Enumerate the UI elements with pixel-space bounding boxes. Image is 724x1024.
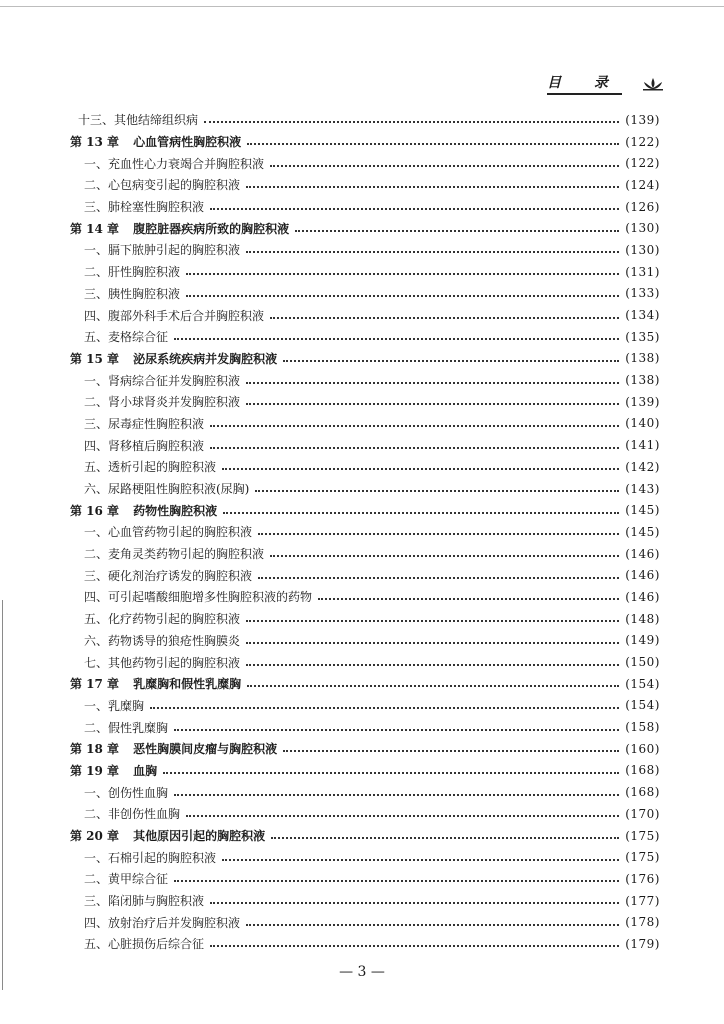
toc-chapter-entry[interactable]: [70, 825, 660, 847]
toc-page-number: (154): [625, 676, 660, 691]
toc-entry-title: 三、胰性胸腔积液: [84, 286, 181, 301]
toc-section-entry[interactable]: [70, 304, 660, 326]
toc-entry-title: 一、膈下脓肿引起的胸腔积液: [84, 243, 241, 258]
toc-page-number: (179): [625, 936, 660, 951]
chapter-number: 第 15 章: [70, 351, 120, 366]
toc-section-entry[interactable]: [70, 911, 660, 933]
toc-page-number: (154): [625, 698, 660, 713]
toc-entry-title: 五、透析引起的胸腔积液: [84, 460, 217, 475]
toc-page-number: (122): [625, 156, 660, 171]
dot-leader: [271, 836, 619, 839]
dot-leader: [295, 229, 619, 232]
toc-section-entry[interactable]: [70, 564, 660, 586]
page-header: [547, 72, 664, 95]
dot-leader: [163, 771, 619, 774]
toc-chapter-entry[interactable]: [70, 738, 660, 760]
toc-entry-title: 一、充血性心力衰竭合并胸腔积液: [84, 156, 265, 171]
chapter-title: 药物性胸腔积液: [133, 503, 218, 518]
toc-section-entry[interactable]: [70, 543, 660, 565]
page-title: 目 录: [547, 72, 622, 95]
toc-page-number: (168): [625, 763, 660, 778]
toc-page-number: (138): [625, 373, 660, 388]
toc-section-entry[interactable]: [70, 716, 660, 738]
toc-page-number: (175): [625, 828, 660, 843]
toc-page-number: (139): [625, 112, 660, 127]
dot-leader: [246, 185, 619, 188]
dot-leader: [255, 489, 619, 492]
toc-section-entry[interactable]: [70, 239, 660, 261]
chapter-number: 第 16 章: [70, 503, 120, 518]
toc-entry-title: 六、药物诱导的狼疮性胸膜炎: [84, 633, 241, 648]
dot-leader: [174, 879, 619, 882]
toc-section-entry[interactable]: [70, 283, 660, 305]
dot-leader: [258, 576, 619, 579]
dot-leader: [210, 207, 619, 210]
chapter-number: 第 18 章: [70, 742, 120, 757]
dot-leader: [283, 359, 619, 362]
toc-page-number: (122): [625, 134, 660, 149]
dot-leader: [247, 142, 619, 145]
toc-section-entry[interactable]: [70, 391, 660, 413]
toc-section-entry[interactable]: [70, 651, 660, 673]
chapter-title: 乳糜胸和假性乳糜胸: [133, 677, 242, 692]
toc-entry-title: 三、陷闭肺与胸腔积液: [84, 894, 205, 909]
top-border-rule: [0, 6, 724, 7]
toc-entry-title: [70, 762, 157, 779]
dot-leader: [222, 467, 619, 470]
toc-page-number: (138): [625, 351, 660, 366]
toc-entry-title: [70, 740, 277, 757]
toc-entry-title: 一、创伤性血胸: [84, 785, 169, 800]
toc-entry-title: 五、心脏损伤后综合征: [84, 937, 205, 952]
toc-page-number: (146): [625, 546, 660, 561]
toc-page-number: (148): [625, 611, 660, 626]
toc-page-number: (142): [625, 459, 660, 474]
toc-entry-title: 一、肾病综合征并发胸腔积液: [84, 373, 241, 388]
toc-entry-title: [70, 827, 265, 844]
toc-entry-title: 一、石棉引起的胸腔积液: [84, 850, 217, 865]
toc-page-number: (145): [625, 524, 660, 539]
toc-page-number: (158): [625, 720, 660, 735]
dot-leader: [223, 511, 619, 514]
toc-page-number: (168): [625, 785, 660, 800]
toc-section-entry[interactable]: [70, 369, 660, 391]
toc-entry-title: 三、尿毒症性胸腔积液: [84, 416, 205, 431]
toc-section-entry[interactable]: [70, 109, 660, 131]
toc-entry-title: 四、肾移植后胸腔积液: [84, 438, 205, 453]
toc-page-number: (146): [625, 589, 660, 604]
toc-entry-title: [70, 675, 241, 692]
toc-section-entry[interactable]: [70, 781, 660, 803]
dot-leader: [174, 337, 619, 340]
toc-entry-title: 二、肾小球肾炎并发胸腔积液: [84, 395, 241, 410]
toc-section-entry[interactable]: [70, 174, 660, 196]
toc-page-number: (149): [625, 633, 660, 648]
toc-section-entry[interactable]: [70, 803, 660, 825]
toc-chapter-entry[interactable]: [70, 673, 660, 695]
toc-entry-title: [70, 502, 217, 519]
toc-section-entry[interactable]: [70, 630, 660, 652]
toc-section-entry[interactable]: [70, 478, 660, 500]
toc-section-entry[interactable]: [70, 846, 660, 868]
toc-page-number: (150): [625, 655, 660, 670]
toc-page-number: (141): [625, 438, 660, 453]
toc-entry-title: 三、肺栓塞性胸腔积液: [84, 200, 205, 215]
toc-page-number: (130): [625, 242, 660, 257]
toc-entry-title: 一、心血管药物引起的胸腔积液: [84, 525, 253, 540]
dot-leader: [270, 554, 619, 557]
toc-section-entry[interactable]: [70, 434, 660, 456]
chapter-title: 恶性胸膜间皮瘤与胸腔积液: [133, 742, 278, 757]
toc-page-number: (170): [625, 806, 660, 821]
toc-page-number: (133): [625, 286, 660, 301]
toc-page-number: (143): [625, 481, 660, 496]
toc-chapter-entry[interactable]: [70, 348, 660, 370]
toc-page-number: (124): [625, 177, 660, 192]
dot-leader: [246, 619, 619, 622]
table-of-contents: [70, 109, 660, 955]
dot-leader: [210, 424, 619, 427]
chapter-number: 第 14 章: [70, 221, 120, 236]
dot-leader: [186, 294, 619, 297]
toc-page-number: (160): [625, 741, 660, 756]
toc-chapter-entry[interactable]: [70, 131, 660, 153]
toc-section-entry[interactable]: [70, 261, 660, 283]
toc-page-number: (177): [625, 893, 660, 908]
toc-section-entry[interactable]: [70, 521, 660, 543]
dot-leader: [246, 402, 619, 405]
toc-entry-title: 二、肝性胸腔积液: [84, 265, 181, 280]
dot-leader: [222, 858, 619, 861]
toc-chapter-entry[interactable]: [70, 760, 660, 782]
toc-page-number: (146): [625, 568, 660, 583]
toc-entry-title: [70, 350, 277, 367]
toc-page-number: (176): [625, 871, 660, 886]
dot-leader: [174, 793, 619, 796]
toc-section-entry[interactable]: [70, 586, 660, 608]
dot-leader: [318, 597, 619, 600]
toc-section-entry[interactable]: [70, 196, 660, 218]
dot-leader: [258, 532, 619, 535]
toc-entry-title: 七、其他药物引起的胸腔积液: [84, 655, 241, 670]
toc-page-number: (145): [625, 503, 660, 518]
dot-leader: [186, 814, 619, 817]
dot-leader: [247, 684, 619, 687]
toc-entry-title: 十三、其他结缔组织病: [78, 113, 199, 128]
dot-leader: [174, 728, 619, 731]
toc-section-entry[interactable]: [70, 456, 660, 478]
toc-section-entry[interactable]: [70, 933, 660, 955]
toc-entry-title: 四、可引起嗜酸细胞增多性胸腔积液的药物: [84, 590, 313, 605]
dot-leader: [270, 316, 619, 319]
toc-section-entry[interactable]: [70, 326, 660, 348]
toc-entry-title: 二、心包病变引起的胸腔积液: [84, 178, 241, 193]
dot-leader: [283, 749, 619, 752]
toc-chapter-entry[interactable]: [70, 499, 660, 521]
chapter-title: 心血管病性胸腔积液: [133, 135, 242, 150]
dot-leader: [246, 641, 619, 644]
toc-entry-title: 五、麦格综合征: [84, 330, 169, 345]
chapter-number: 第 13 章: [70, 135, 120, 150]
toc-page-number: (140): [625, 416, 660, 431]
dot-leader: [150, 706, 619, 709]
toc-entry-title: 二、非创伤性血胸: [84, 807, 181, 822]
dot-leader: [246, 381, 619, 384]
dot-leader: [204, 120, 619, 123]
toc-section-entry[interactable]: [70, 695, 660, 717]
dot-leader: [210, 901, 619, 904]
toc-page-number: (134): [625, 308, 660, 323]
chapter-number: 第 19 章: [70, 763, 120, 778]
toc-entry-title: [70, 220, 289, 237]
toc-section-entry[interactable]: [70, 152, 660, 174]
toc-entry-title: 一、乳糜胸: [84, 698, 145, 713]
dot-leader: [246, 663, 619, 666]
toc-page-number: (178): [625, 915, 660, 930]
toc-entry-title: 二、假性乳糜胸: [84, 720, 169, 735]
dot-leader: [246, 250, 619, 253]
lotus-ornament-icon: [642, 77, 664, 91]
toc-section-entry[interactable]: [70, 890, 660, 912]
chapter-number: 第 17 章: [70, 677, 120, 692]
dot-leader: [246, 923, 619, 926]
toc-entry-title: 四、放射治疗后并发胸腔积液: [84, 915, 241, 930]
chapter-number: 第 20 章: [70, 829, 120, 844]
toc-entry-title: 六、尿路梗阻性胸腔积液(尿胸): [84, 482, 250, 497]
toc-entry-title: [70, 133, 241, 150]
chapter-title: 其他原因引起的胸腔积液: [133, 829, 266, 844]
dot-leader: [270, 164, 619, 167]
toc-entry-title: 五、化疗药物引起的胸腔积液: [84, 612, 241, 627]
page-number: — 3 —: [339, 964, 385, 980]
toc-section-entry[interactable]: [70, 608, 660, 630]
toc-entry-title: 四、腹部外科手术后合并胸腔积液: [84, 308, 265, 323]
toc-entry-title: 二、麦角灵类药物引起的胸腔积液: [84, 547, 265, 562]
dot-leader: [210, 944, 619, 947]
toc-entry-title: 三、硬化剂治疗诱发的胸腔积液: [84, 568, 253, 583]
toc-page-number: (135): [625, 329, 660, 344]
toc-section-entry[interactable]: [70, 868, 660, 890]
dot-leader: [210, 446, 619, 449]
toc-section-entry[interactable]: [70, 413, 660, 435]
left-margin-rule: [2, 600, 3, 990]
toc-page-number: (175): [625, 850, 660, 865]
dot-leader: [186, 272, 619, 275]
toc-page-number: (131): [625, 264, 660, 279]
toc-entry-title: 二、黄甲综合征: [84, 872, 169, 887]
toc-chapter-entry[interactable]: [70, 217, 660, 239]
toc-page-number: (130): [625, 221, 660, 236]
chapter-title: 泌尿系统疾病并发胸腔积液: [133, 351, 278, 366]
toc-page-number: (139): [625, 394, 660, 409]
chapter-title: 血胸: [133, 763, 158, 778]
chapter-title: 腹腔脏器疾病所致的胸腔积液: [133, 221, 290, 236]
toc-page-number: (126): [625, 199, 660, 214]
